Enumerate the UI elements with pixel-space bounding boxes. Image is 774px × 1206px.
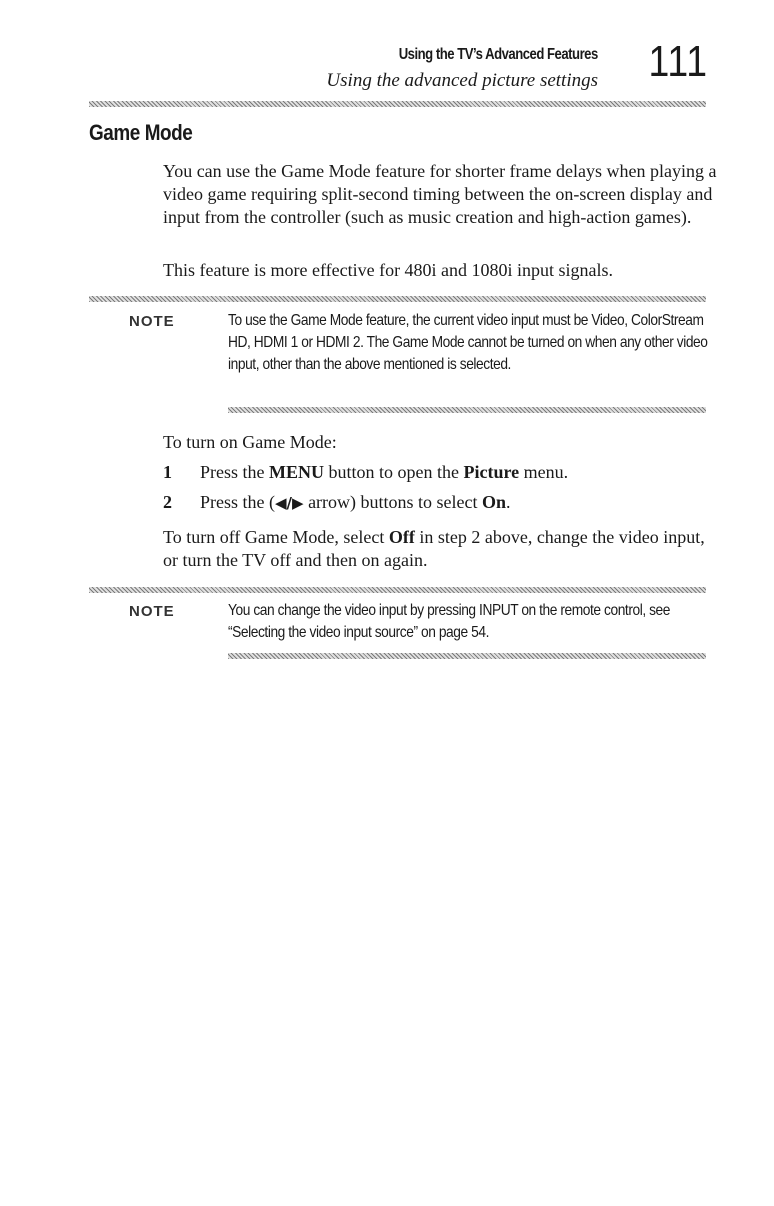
note1-bottom-rule bbox=[228, 407, 706, 413]
note1-text: To use the Game Mode feature, the current video input must be Video, ColorStream HD, HDMI 1 or HDMI 2. The Game Mode cannot be turned on when any other video input, other than the above mentioned is selected. bbox=[228, 312, 708, 373]
section-title: Using the advanced picture settings bbox=[326, 70, 598, 91]
procedure-intro: To turn on Game Mode: bbox=[163, 432, 337, 452]
note2-top-rule bbox=[89, 587, 706, 593]
intro-paragraph: You can use the Game Mode feature for shorter frame delays when playing a video game requiring split-second timing between the on-screen display and input from the controller (such as music creation and high-action games). bbox=[163, 161, 717, 227]
left-right-arrow-icon: ◀/▶ bbox=[275, 494, 304, 512]
on-option-label: On bbox=[482, 492, 507, 512]
chapter-title: Using the TV’s Advanced Features bbox=[398, 46, 598, 63]
menu-button-label: MENU bbox=[269, 462, 324, 482]
step-number: 2 bbox=[163, 492, 172, 512]
step-2: 2 Press the (◀/▶ arrow) buttons to select On. bbox=[163, 492, 511, 512]
effectiveness-paragraph: This feature is more effective for 480i and 1080i input signals. bbox=[163, 260, 614, 280]
note2-bottom-rule bbox=[228, 653, 706, 659]
note2-label: NOTE bbox=[129, 603, 175, 620]
note1-top-rule bbox=[89, 296, 706, 302]
section-heading: Game Mode bbox=[89, 120, 193, 145]
step-1: 1 Press the MENU button to open the Picture menu. bbox=[163, 462, 569, 482]
picture-menu-label: Picture bbox=[463, 462, 520, 482]
page-number: 111 bbox=[648, 37, 708, 86]
step-number: 1 bbox=[163, 462, 172, 482]
note2-text: You can change the video input by pressing INPUT on the remote control, see “Selecting the video input source” on page 54. bbox=[228, 602, 670, 641]
header-rule bbox=[89, 101, 706, 107]
off-option-label: Off bbox=[388, 527, 415, 547]
turn-off-paragraph: To turn off Game Mode, select Off in step 2 above, change the video input, or turn the TV off and then on again. bbox=[163, 527, 705, 570]
note1-label: NOTE bbox=[129, 313, 175, 330]
